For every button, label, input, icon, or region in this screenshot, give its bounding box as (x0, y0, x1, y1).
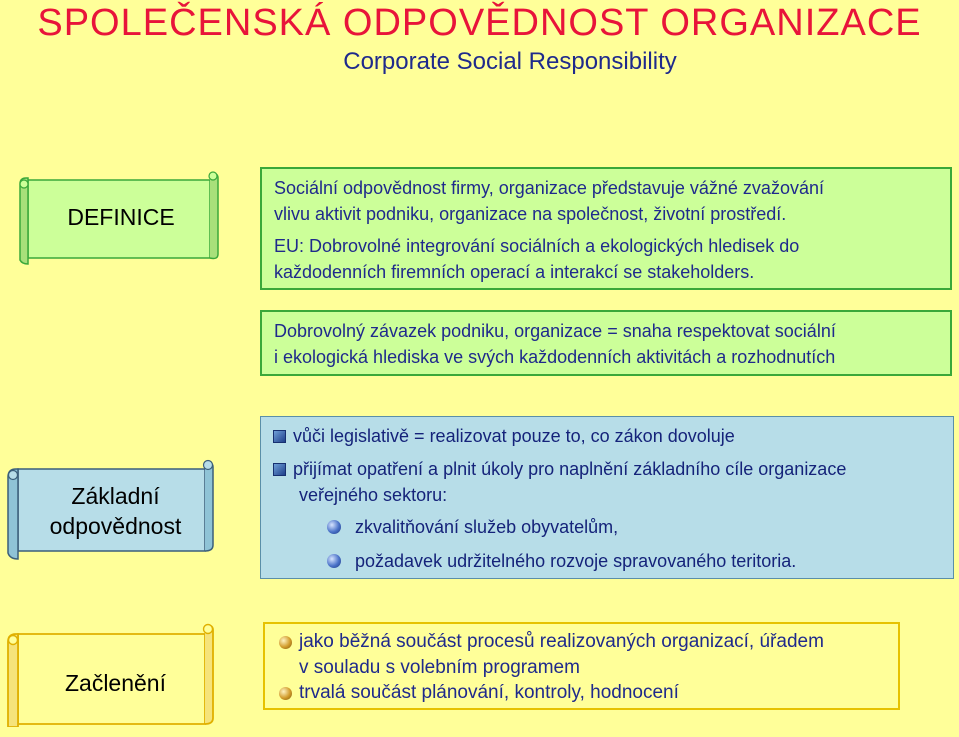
ball-bullet-icon (327, 520, 341, 534)
definice-line-3: EU: Dobrovolné integrování sociálních a ekologických hledisek do (274, 236, 800, 256)
zacleneni-box (263, 622, 900, 710)
page-subtitle: Corporate Social Responsibility (343, 48, 677, 75)
zakladni-label (0, 455, 223, 567)
zacleneni-bullet-2: trvalá součást plánování, kontroly, hodnocení (299, 682, 679, 703)
zacleneni-bullet-1: jako běžná součást procesů realizovaných organizací, úřadem (299, 631, 824, 652)
zacleneni-scroll (0, 620, 215, 727)
zavazek-box (260, 310, 952, 376)
definice-label: DEFINICE (67, 204, 175, 231)
square-bullet-icon (273, 463, 286, 476)
zakladni-bullet-2: přijímat opatření a plnit úkoly pro naplnění základního cíle organizace (293, 459, 847, 479)
zavazek-line-2: i ekologická hlediska ve svých každodenních aktivitách a rozhodnutích (274, 347, 836, 367)
zakladni-box (260, 416, 954, 579)
definice-line-1: Sociální odpovědnost firmy, organizace představuje vážné zvažování (274, 178, 824, 198)
zakladni-sub-bullet-2: požadavek udržitelného rozvoje spravovaného teritoria. (355, 551, 797, 571)
zakladni-bullet-2-cont: veřejného sektoru: (299, 485, 448, 505)
definice-scroll (10, 168, 220, 268)
zacleneni-label: Začlenění (64, 669, 166, 696)
zavazek-line-1: Dobrovolný závazek podniku, organizace = snaha respektovat sociální (274, 321, 836, 341)
definice-box (260, 167, 952, 290)
definice-line-4: každodenních firemních operací a interakcí se stakeholders. (274, 262, 755, 282)
page-title: SPOLEČENSKÁ ODPOVĚDNOST ORGANIZACE (37, 2, 922, 44)
definice-line-2: vlivu aktivit podniku, organizace na společnost, životní prostředí. (274, 204, 787, 224)
zacleneni-bullet-1-cont: v souladu s volebním programem (299, 657, 580, 678)
zakladni-label-line-2: odpovědnost (49, 513, 182, 539)
square-bullet-icon (273, 430, 286, 443)
zakladni-scroll (0, 455, 215, 565)
gold-bullet-icon (279, 687, 292, 700)
ball-bullet-icon (327, 554, 341, 568)
zakladni-sub-bullet-1: zkvalitňování služeb obyvatelům, (355, 517, 619, 537)
gold-bullet-icon (279, 636, 292, 649)
zakladni-label-line-1: Základní (71, 483, 160, 510)
zakladni-bullet-1: vůči legislativě = realizovat pouze to, co zákon dovoluje (293, 426, 735, 446)
